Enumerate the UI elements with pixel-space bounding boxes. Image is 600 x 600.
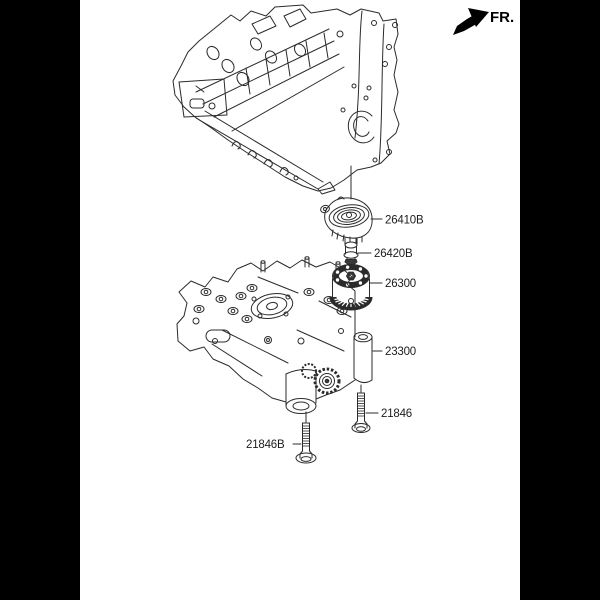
callout-26420B: 26420B [374,248,413,260]
callout-26410B: 26410B [385,214,424,227]
callouts [246,215,424,452]
callout-21846: 21846 [381,408,412,420]
pump-right-boss [354,332,372,382]
oil-cooler [320,197,373,248]
callout-26300: 26300 [385,278,416,290]
engine-block [173,5,399,199]
oil-filter-service-valve [344,246,358,265]
bolt-side [296,412,316,463]
pump-front-cylinder [286,370,316,414]
bolt-front [352,385,370,433]
balance-shaft-gear [302,364,339,393]
fr-direction-indicator [453,8,514,35]
fr-label: FR. [490,9,515,26]
oil-filter [333,265,370,308]
callout-23300: 23300 [385,346,416,358]
callout-21846B: 21846B [246,439,285,451]
